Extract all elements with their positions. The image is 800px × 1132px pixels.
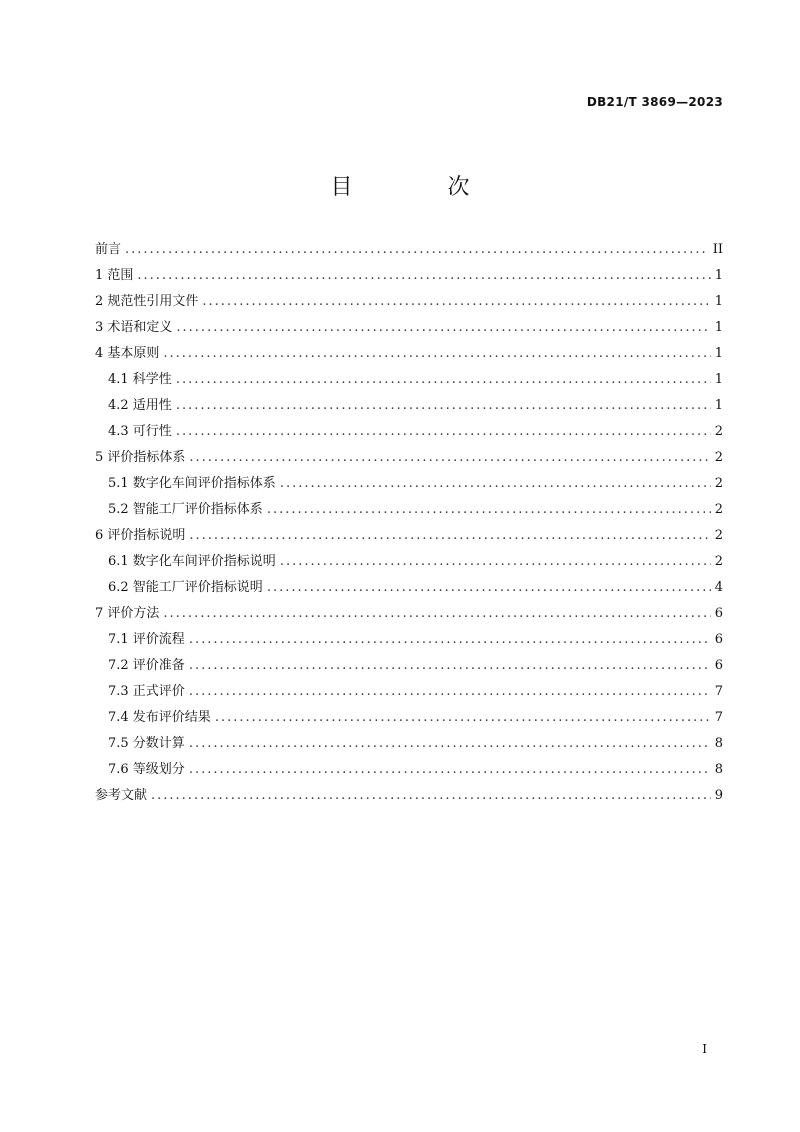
toc-title: 目 次 [330,175,514,200]
toc-entry-page: 1 [714,268,723,283]
toc-entry[interactable] [95,575,723,601]
toc-entry-label: 6 评价指标说明 [95,528,186,543]
dot-leader [280,471,711,497]
dot-leader [189,731,711,757]
toc-entry[interactable] [95,341,723,367]
toc-entry-label: 4.2 适用性 [108,398,172,413]
toc-entry[interactable] [95,289,723,315]
toc-entry[interactable] [95,497,723,523]
toc-entry-label: 7.5 分数计算 [108,736,185,751]
toc-entry-label: 4.3 可行性 [108,424,172,439]
table-of-contents [95,237,723,809]
toc-entry-page: 6 [714,632,723,647]
toc-entry-label: 2 规范性引用文件 [95,294,199,309]
dot-leader [189,445,710,471]
toc-entry-label: 6.2 智能工厂评价指标说明 [108,580,263,595]
dot-leader [176,393,711,419]
toc-entry-page: 6 [714,606,723,621]
toc-entry[interactable] [95,705,723,731]
toc-entry-page: 2 [714,424,723,439]
toc-entry-page: 8 [714,762,723,777]
toc-entry[interactable] [95,679,723,705]
toc-entry[interactable] [95,471,723,497]
toc-entry-label: 4 基本原则 [95,346,160,361]
toc-entry-page: 2 [714,554,723,569]
toc-entry[interactable] [95,757,723,783]
toc-entry-page: 2 [714,528,723,543]
dot-leader [267,497,711,523]
toc-entry-label: 5 评价指标体系 [95,450,186,465]
toc-entry-label: 前言 [95,242,122,257]
toc-entry-page: 7 [714,684,723,699]
dot-leader [163,341,710,367]
toc-entry-page: 1 [714,320,723,335]
toc-entry-label: 5.1 数字化车间评价指标体系 [108,476,276,491]
toc-entry[interactable] [95,783,723,809]
toc-entry[interactable] [95,237,723,263]
page-number: I [702,1042,707,1056]
toc-entry-label: 7 评价方法 [95,606,160,621]
toc-entry-page: 2 [714,450,723,465]
toc-entry-page: 6 [714,658,723,673]
toc-entry[interactable] [95,653,723,679]
toc-entry-label: 7.2 评价准备 [108,658,185,673]
toc-entry[interactable] [95,315,723,341]
dot-leader [215,705,711,731]
toc-entry[interactable] [95,523,723,549]
toc-entry-label: 参考文献 [95,788,148,803]
toc-entry-page: 4 [714,580,723,595]
toc-entry-label: 1 范围 [95,268,134,283]
dot-leader [125,237,709,263]
dot-leader [189,757,711,783]
dot-leader [202,289,710,315]
toc-entry[interactable] [95,731,723,757]
toc-entry-page: 9 [714,788,723,803]
dot-leader [189,523,710,549]
toc-entry[interactable] [95,601,723,627]
toc-entry-label: 5.2 智能工厂评价指标体系 [108,502,263,517]
toc-entry[interactable] [95,419,723,445]
dot-leader [267,575,711,601]
toc-entry[interactable] [95,445,723,471]
toc-entry-label: 7.6 等级划分 [108,762,185,777]
toc-entry-page: 7 [714,710,723,725]
dot-leader [163,601,710,627]
toc-entry-page: 2 [714,502,723,517]
dot-leader [151,783,711,809]
toc-entry-page: 2 [714,476,723,491]
dot-leader [176,315,710,341]
toc-entry-page: 1 [714,346,723,361]
toc-entry[interactable] [95,549,723,575]
toc-entry-label: 4.1 科学性 [108,372,172,387]
toc-entry-page: 8 [714,736,723,751]
dot-leader [137,263,710,289]
toc-entry-page: II [712,242,723,257]
toc-entry[interactable] [95,393,723,419]
dot-leader [189,653,711,679]
toc-entry-label: 3 术语和定义 [95,320,173,335]
toc-entry-label: 7.4 发布评价结果 [108,710,211,725]
toc-entry[interactable] [95,263,723,289]
dot-leader [176,419,711,445]
toc-entry-page: 1 [714,294,723,309]
toc-entry-label: 7.3 正式评价 [108,684,185,699]
toc-entry-page: 1 [714,398,723,413]
toc-entry[interactable] [95,627,723,653]
dot-leader [280,549,711,575]
toc-entry-label: 6.1 数字化车间评价指标说明 [108,554,276,569]
dot-leader [189,627,711,653]
toc-entry-label: 7.1 评价流程 [108,632,185,647]
dot-leader [176,367,711,393]
toc-entry[interactable] [95,367,723,393]
standard-code: DB21/T 3869—2023 [586,95,723,109]
toc-entry-page: 1 [714,372,723,387]
dot-leader [189,679,711,705]
